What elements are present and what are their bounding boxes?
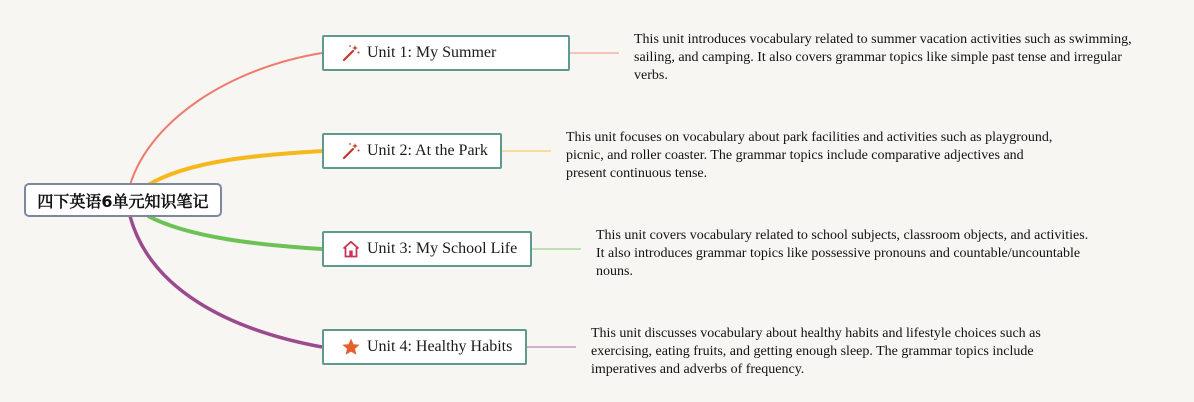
branch-unit-2	[148, 151, 322, 185]
branch-unit-1	[130, 53, 322, 185]
topic-unit-2[interactable]	[322, 133, 502, 169]
branch-unit-3	[148, 216, 322, 249]
note-unit-2: This unit focuses on vocabulary about park facilities and activities such as playground, picnic, and roller coaster. The grammar topics include comparative adjectives and present continuous tense.	[566, 130, 1053, 181]
topic-unit-2-label: Unit 2: At the Park	[367, 142, 488, 159]
magic-wand-icon	[340, 42, 362, 64]
topic-unit-4[interactable]	[322, 329, 527, 365]
topic-unit-3[interactable]	[322, 231, 532, 267]
note-unit-1: This unit introduces vocabulary related to summer vacation activities such as swimming, sailing, and camping. It also covers grammar topics like simple past tense and irregular verbs.	[634, 32, 1132, 83]
house-icon	[340, 238, 362, 260]
topic-unit-3-label: Unit 3: My School Life	[367, 240, 518, 257]
magic-wand-icon	[340, 140, 362, 162]
topic-unit-4-label: Unit 4: Healthy Habits	[367, 338, 513, 355]
central-topic[interactable]	[24, 183, 222, 217]
topic-unit-1-label: Unit 1: My Summer	[367, 44, 497, 61]
note-unit-3: This unit covers vocabulary related to school subjects, classroom objects, and activities. It also introduces grammar topics like possessive pronouns and countable/uncountable nouns.	[596, 228, 1089, 279]
central-topic-title: 四下英语6单元知识笔记	[37, 191, 209, 211]
branch-unit-4	[130, 216, 322, 347]
note-unit-4: This unit discusses vocabulary about healthy habits and lifestyle choices such as exercising, eating fruits, and getting enough sleep. The grammar topics include imperatives and adverbs of frequency.	[591, 326, 1041, 377]
topic-unit-1[interactable]	[322, 35, 570, 71]
star-icon	[340, 336, 362, 358]
